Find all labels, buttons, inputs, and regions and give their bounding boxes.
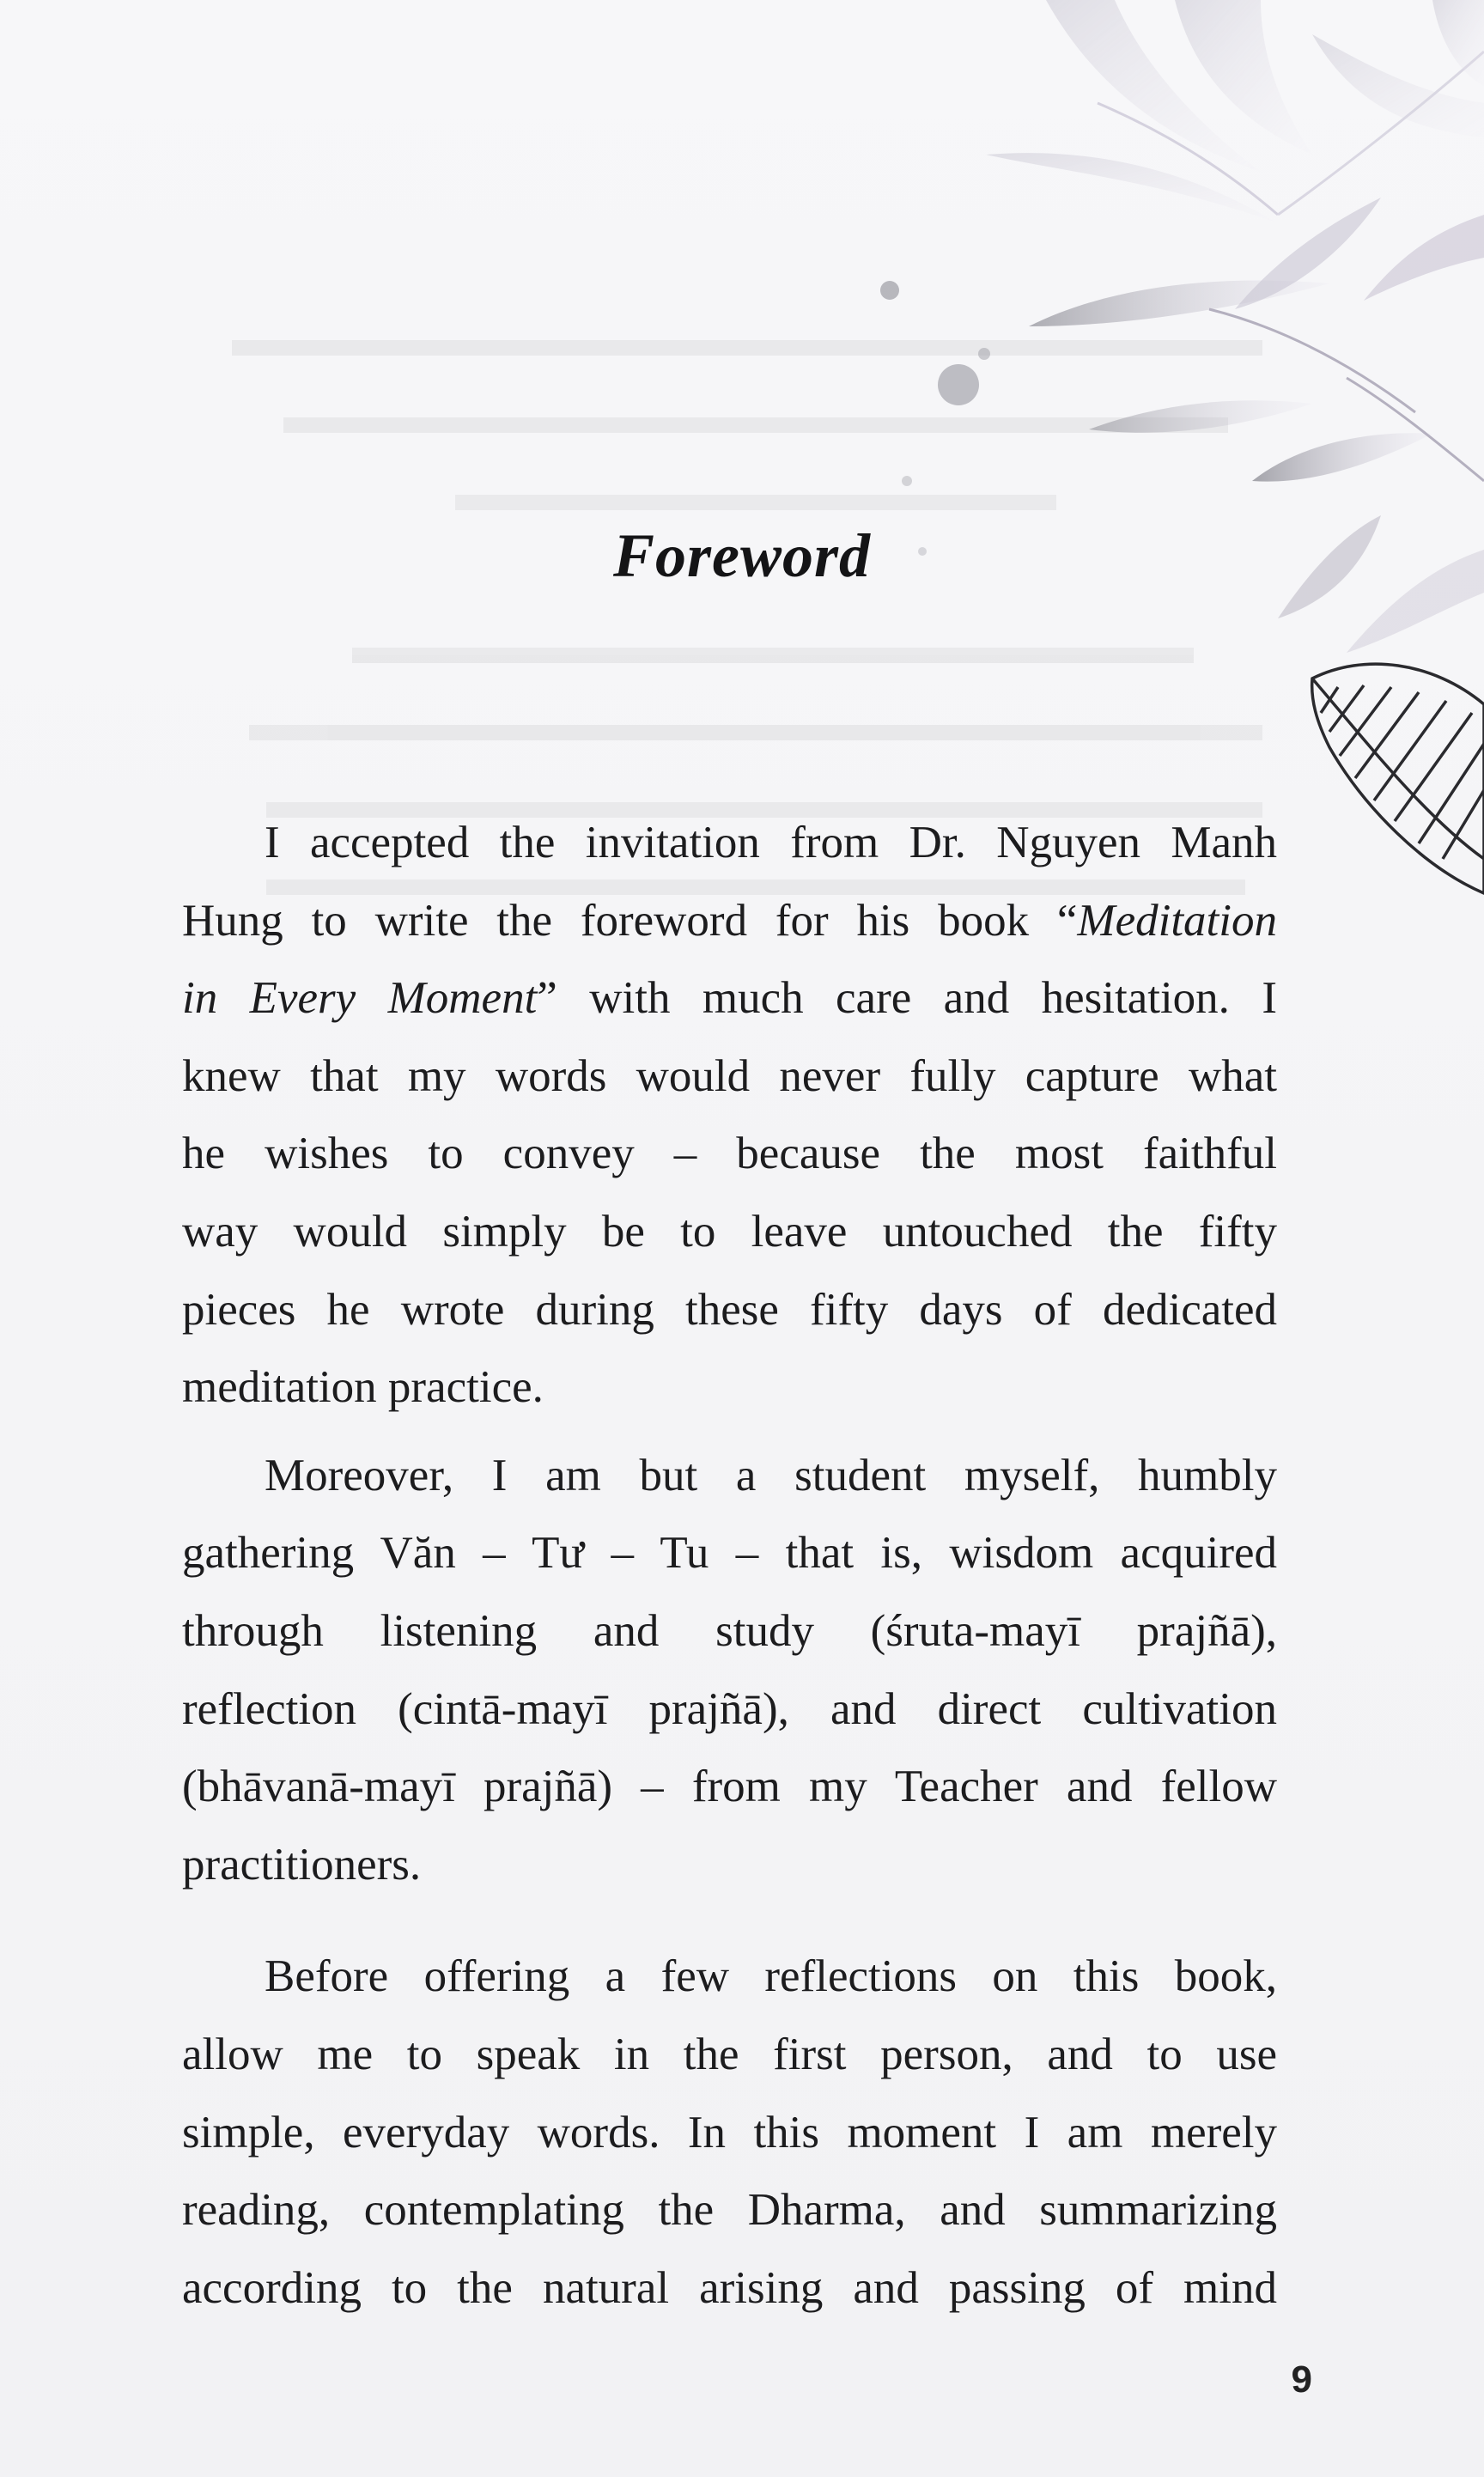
ink-dot	[978, 348, 990, 360]
ink-dot	[938, 364, 979, 405]
text-line: way would simply be to leave untouched the fifty	[182, 1206, 1277, 1257]
chapter-title: Foreword	[612, 521, 872, 590]
text-line: allow me to speak in the first person, and to use	[182, 2029, 1277, 2079]
text-line: Moreover, I am but a student myself, humbly	[265, 1450, 1277, 1500]
text-line: I accepted the invitation from Dr. Nguyen Manh	[265, 818, 1277, 867]
text-line: (bhāvanā-mayī prajñā) – from my Teacher and fellow	[182, 1762, 1277, 1812]
text-line: meditation practice.	[182, 1362, 544, 1413]
text-line: pieces he wrote during these fifty days of dedicated	[182, 1284, 1277, 1335]
text-line: knew that my words would never fully capture what	[182, 1050, 1277, 1101]
text-line: reflection (cintā-mayī prajñā), and direct cultivation	[182, 1683, 1277, 1734]
book-title-italic: Meditation	[1077, 895, 1277, 946]
ink-dot	[902, 476, 912, 486]
ink-dot	[880, 281, 899, 300]
text-line: through listening and study (śruta-mayī prajñā),	[182, 1605, 1277, 1656]
text-line: practitioners.	[182, 1839, 422, 1890]
paragraph-2	[182, 1437, 1277, 1904]
text-line: Hung to write the foreword for his book “Meditation	[182, 895, 1277, 946]
text-line: reading, contemplating the Dharma, and summarizing	[182, 2185, 1277, 2236]
botanical-leaf-illustration	[831, 0, 1484, 910]
lilac-leaves	[986, 0, 1484, 223]
line-art-leaf	[1312, 664, 1484, 893]
paragraph-3	[182, 1938, 1277, 2327]
body-text	[182, 804, 1277, 2327]
text-line: he wishes to convey – because the most faithful	[182, 1129, 1277, 1179]
text-line: Before offering a few reflections on this book,	[265, 1951, 1277, 2002]
paragraph-1	[182, 804, 1277, 1427]
book-title-italic: in Every Moment	[182, 973, 538, 1024]
text-line: in Every Moment” with much care and hesitation. I	[182, 973, 1277, 1024]
text-line: according to the natural arising and passing of mind	[182, 2262, 1277, 2313]
text-line: gathering Văn – Tư – Tu – that is, wisdom acquired	[182, 1528, 1277, 1579]
page-number: 9	[1291, 2358, 1312, 2401]
text-line: simple, everyday words. In this moment I am merely	[182, 2107, 1277, 2157]
